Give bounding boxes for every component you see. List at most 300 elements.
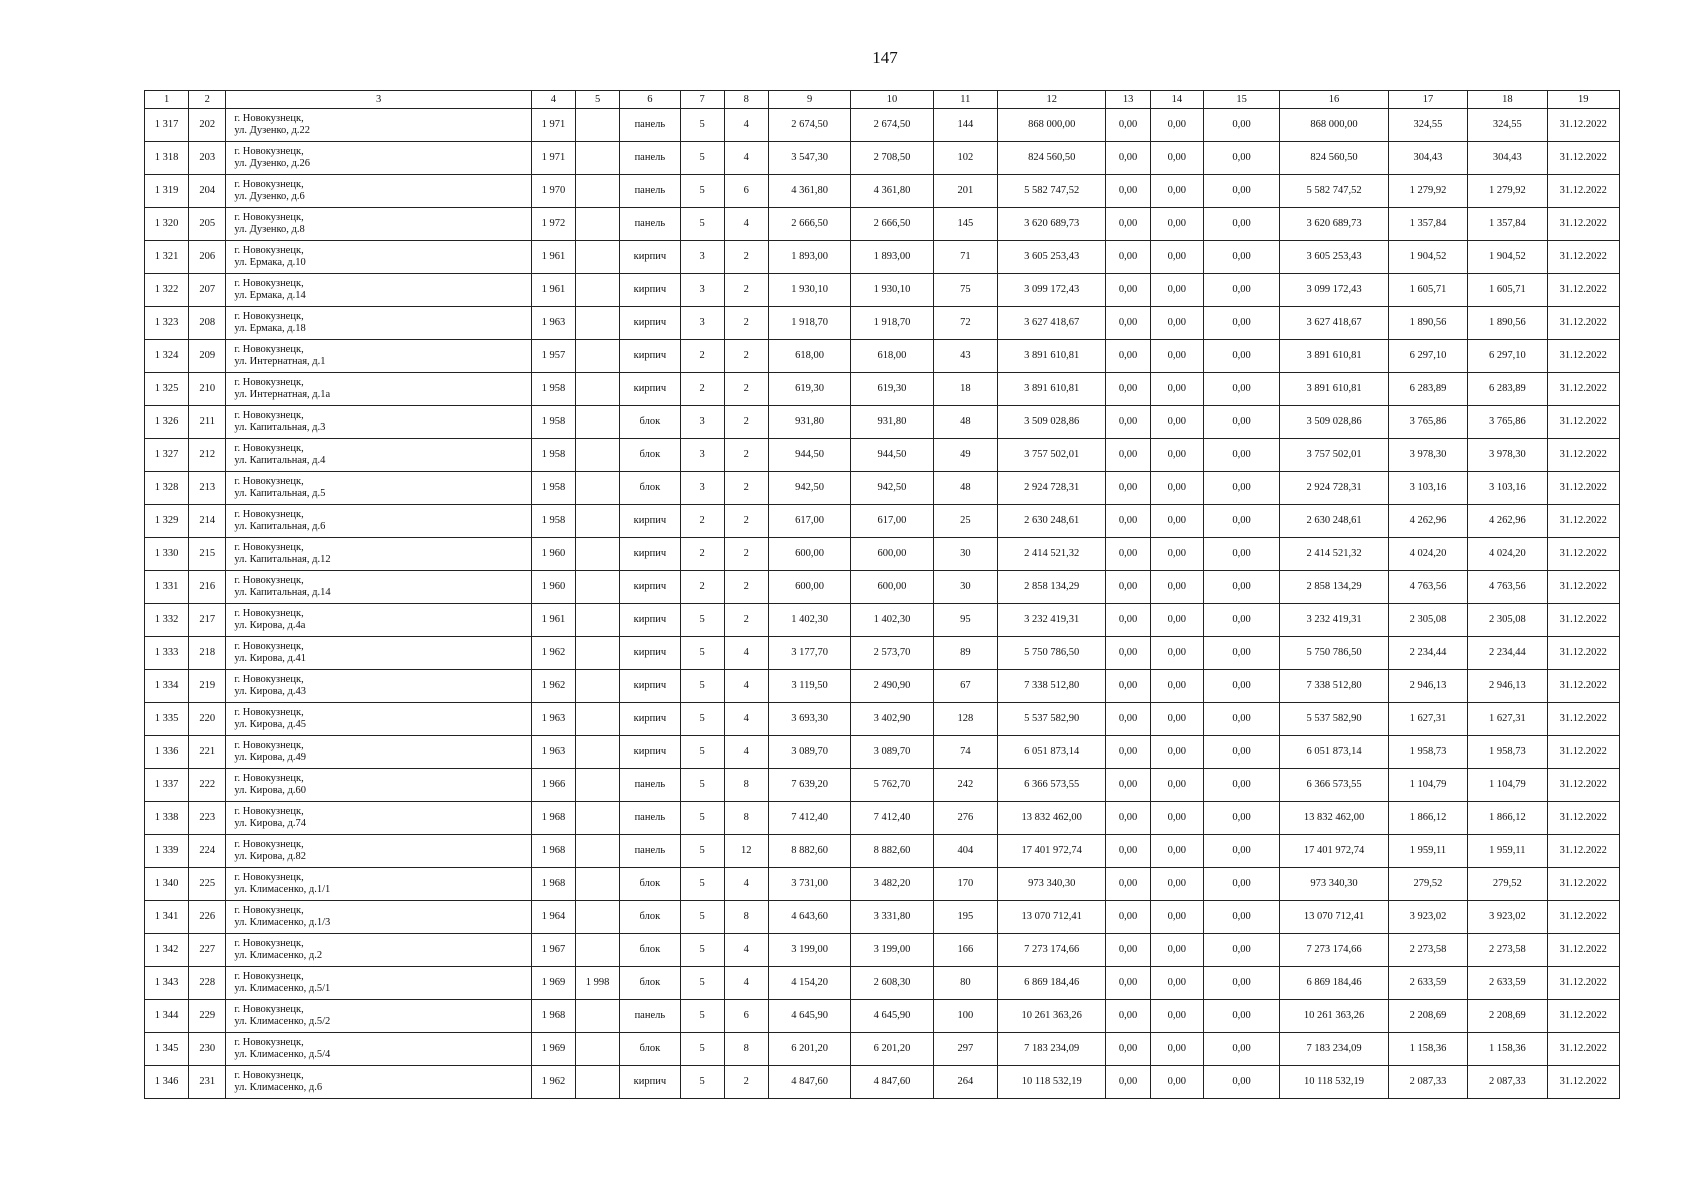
- address-city: г. Новокузнецк,: [234, 278, 304, 289]
- table-cell: 1 971: [531, 109, 575, 142]
- table-cell: 1 958: [531, 472, 575, 505]
- table-cell: 31.12.2022: [1547, 505, 1619, 538]
- table-cell: 0,00: [1203, 571, 1279, 604]
- table-cell: 204: [189, 175, 226, 208]
- table-cell: 5: [680, 1000, 724, 1033]
- column-header: 19: [1547, 91, 1619, 109]
- table-cell: 0,00: [1150, 373, 1203, 406]
- table-cell: 6 366 573,55: [997, 769, 1106, 802]
- table-cell: 31.12.2022: [1547, 967, 1619, 1000]
- table-cell: [576, 670, 620, 703]
- table-cell: 31.12.2022: [1547, 142, 1619, 175]
- table-cell: 0,00: [1150, 1033, 1203, 1066]
- table-cell: 3: [680, 241, 724, 274]
- table-cell: [576, 472, 620, 505]
- address-street: ул. Климасенко, д.1/1: [234, 884, 331, 895]
- table-cell: кирпич: [620, 274, 680, 307]
- address-street: ул. Климасенко, д.5/4: [234, 1049, 331, 1060]
- table-cell: 1 627,31: [1468, 703, 1547, 736]
- table-cell: 1 104,79: [1468, 769, 1547, 802]
- table-cell: 1 343: [145, 967, 189, 1000]
- table-cell: 2 666,50: [851, 208, 933, 241]
- table-cell: кирпич: [620, 571, 680, 604]
- table-cell: 31.12.2022: [1547, 109, 1619, 142]
- table-cell: 1 342: [145, 934, 189, 967]
- address-city: г. Новокузнецк,: [234, 575, 304, 586]
- table-cell: 0,00: [1203, 208, 1279, 241]
- table-cell: 2 630 248,61: [1280, 505, 1389, 538]
- table-cell: 1 328: [145, 472, 189, 505]
- table-cell: [576, 901, 620, 934]
- table-cell: 1 958,73: [1388, 736, 1467, 769]
- table-cell: 1 930,10: [851, 274, 933, 307]
- table-row: [145, 703, 1620, 736]
- address-street: ул. Кирова, д.49: [234, 752, 306, 763]
- table-cell: 0,00: [1106, 472, 1150, 505]
- table-cell: панель: [620, 802, 680, 835]
- table-cell: 4: [724, 967, 768, 1000]
- table-cell: 324,55: [1388, 109, 1467, 142]
- table-cell: 3 099 172,43: [1280, 274, 1389, 307]
- table-cell: 2 946,13: [1468, 670, 1547, 703]
- table-cell: 7 639,20: [768, 769, 850, 802]
- table-cell: 0,00: [1150, 967, 1203, 1000]
- table-cell: [576, 340, 620, 373]
- table-cell: 48: [933, 406, 997, 439]
- table-cell: 4 024,20: [1468, 538, 1547, 571]
- table-cell: [576, 373, 620, 406]
- address-street: ул. Ермака, д.18: [234, 323, 306, 334]
- address-city: г. Новокузнецк,: [234, 740, 304, 751]
- address-city: г. Новокузнецк,: [234, 542, 304, 553]
- table-cell: 5: [680, 769, 724, 802]
- table-cell: 2 633,59: [1388, 967, 1467, 1000]
- table-cell: 205: [189, 208, 226, 241]
- table-cell: 2 087,33: [1388, 1066, 1467, 1099]
- table-cell: 1 341: [145, 901, 189, 934]
- table-cell: 31.12.2022: [1547, 901, 1619, 934]
- table-row: [145, 439, 1620, 472]
- table-cell: 13 070 712,41: [997, 901, 1106, 934]
- address-city: г. Новокузнецк,: [234, 806, 304, 817]
- table-cell: 6 869 184,46: [997, 967, 1106, 1000]
- address-cell: [226, 175, 531, 208]
- table-cell: 0,00: [1106, 373, 1150, 406]
- table-cell: 220: [189, 703, 226, 736]
- table-cell: кирпич: [620, 373, 680, 406]
- table-cell: 31.12.2022: [1547, 736, 1619, 769]
- address-city: г. Новокузнецк,: [234, 938, 304, 949]
- table-cell: 74: [933, 736, 997, 769]
- table-cell: 0,00: [1106, 274, 1150, 307]
- table-cell: 48: [933, 472, 997, 505]
- table-cell: 5: [680, 142, 724, 175]
- table-cell: 1 402,30: [851, 604, 933, 637]
- table-cell: 2: [680, 373, 724, 406]
- table-cell: 8: [724, 901, 768, 934]
- table-cell: 195: [933, 901, 997, 934]
- table-cell: кирпич: [620, 736, 680, 769]
- table-cell: 31.12.2022: [1547, 538, 1619, 571]
- table-cell: 1 325: [145, 373, 189, 406]
- table-cell: 1 904,52: [1468, 241, 1547, 274]
- table-cell: кирпич: [620, 604, 680, 637]
- table-cell: 2: [680, 571, 724, 604]
- address-city: г. Новокузнецк,: [234, 839, 304, 850]
- table-cell: 1 893,00: [851, 241, 933, 274]
- table-cell: 128: [933, 703, 997, 736]
- table-cell: блок: [620, 472, 680, 505]
- address-cell: [226, 142, 531, 175]
- table-cell: [576, 1033, 620, 1066]
- table-cell: 1 969: [531, 1033, 575, 1066]
- table-cell: 0,00: [1203, 109, 1279, 142]
- table-cell: 5 537 582,90: [1280, 703, 1389, 736]
- table-cell: 0,00: [1150, 571, 1203, 604]
- address-cell: [226, 406, 531, 439]
- table-cell: 1 326: [145, 406, 189, 439]
- table-cell: 144: [933, 109, 997, 142]
- column-header: 3: [226, 91, 531, 109]
- table-cell: 1 279,92: [1388, 175, 1467, 208]
- table-cell: 324,55: [1468, 109, 1547, 142]
- table-cell: 7 183 234,09: [997, 1033, 1106, 1066]
- column-header: 18: [1468, 91, 1547, 109]
- table-cell: 1 961: [531, 241, 575, 274]
- table-cell: 30: [933, 538, 997, 571]
- column-header: 15: [1203, 91, 1279, 109]
- table-cell: 1 321: [145, 241, 189, 274]
- table-row: [145, 670, 1620, 703]
- table-cell: 2: [724, 307, 768, 340]
- table-cell: 0,00: [1106, 241, 1150, 274]
- table-cell: 973 340,30: [997, 868, 1106, 901]
- table-cell: 0,00: [1203, 175, 1279, 208]
- table-cell: 31.12.2022: [1547, 802, 1619, 835]
- table-cell: 6 283,89: [1388, 373, 1467, 406]
- table-row: [145, 967, 1620, 1000]
- table-cell: 600,00: [768, 571, 850, 604]
- address-cell: [226, 274, 531, 307]
- table-cell: 1 961: [531, 274, 575, 307]
- address-cell: [226, 472, 531, 505]
- address-street: ул. Кирова, д.45: [234, 719, 306, 730]
- table-cell: 31.12.2022: [1547, 439, 1619, 472]
- table-cell: 5: [680, 670, 724, 703]
- table-cell: 1 904,52: [1388, 241, 1467, 274]
- table-cell: 619,30: [851, 373, 933, 406]
- table-cell: 3 103,16: [1468, 472, 1547, 505]
- address-city: г. Новокузнецк,: [234, 476, 304, 487]
- address-street: ул. Кирова, д.43: [234, 686, 306, 697]
- address-cell: [226, 934, 531, 967]
- table-cell: 5: [680, 967, 724, 1000]
- column-header: 7: [680, 91, 724, 109]
- table-cell: 2 414 521,32: [1280, 538, 1389, 571]
- table-cell: 31.12.2022: [1547, 571, 1619, 604]
- table-row: [145, 604, 1620, 637]
- table-cell: [576, 736, 620, 769]
- table-cell: 6 051 873,14: [997, 736, 1106, 769]
- table-cell: 3 509 028,86: [997, 406, 1106, 439]
- table-cell: 4: [724, 868, 768, 901]
- table-cell: 2 273,58: [1468, 934, 1547, 967]
- table-cell: 206: [189, 241, 226, 274]
- table-cell: 31.12.2022: [1547, 769, 1619, 802]
- table-cell: 1 158,36: [1468, 1033, 1547, 1066]
- table-cell: 31.12.2022: [1547, 274, 1619, 307]
- table-cell: 5: [680, 1033, 724, 1066]
- table-cell: 6: [724, 1000, 768, 1033]
- table-cell: 3 177,70: [768, 637, 850, 670]
- table-cell: 13 832 462,00: [997, 802, 1106, 835]
- table-cell: 3 199,00: [851, 934, 933, 967]
- table-cell: 3 627 418,67: [1280, 307, 1389, 340]
- table-cell: 1 605,71: [1388, 274, 1467, 307]
- column-header: 14: [1150, 91, 1203, 109]
- table-cell: 0,00: [1106, 538, 1150, 571]
- address-cell: [226, 604, 531, 637]
- table-cell: 2 273,58: [1388, 934, 1467, 967]
- address-street: ул. Кирова, д.74: [234, 818, 306, 829]
- table-cell: 0,00: [1150, 538, 1203, 571]
- table-cell: 0,00: [1203, 802, 1279, 835]
- table-cell: [576, 1066, 620, 1099]
- table-cell: 7 273 174,66: [1280, 934, 1389, 967]
- column-header: 6: [620, 91, 680, 109]
- table-cell: 4 361,80: [851, 175, 933, 208]
- table-cell: 1 327: [145, 439, 189, 472]
- table-cell: 1 964: [531, 901, 575, 934]
- table-cell: 7 273 174,66: [997, 934, 1106, 967]
- table-cell: 1 402,30: [768, 604, 850, 637]
- address-street: ул. Дузенко, д.22: [234, 125, 311, 136]
- address-street: ул. Климасенко, д.5/1: [234, 983, 331, 994]
- table-cell: 3 757 502,01: [997, 439, 1106, 472]
- table-cell: блок: [620, 901, 680, 934]
- address-city: г. Новокузнецк,: [234, 344, 304, 355]
- table-cell: 0,00: [1203, 670, 1279, 703]
- table-cell: 0,00: [1150, 868, 1203, 901]
- table-cell: 4 154,20: [768, 967, 850, 1000]
- table-cell: [576, 703, 620, 736]
- table-cell: 6 201,20: [851, 1033, 933, 1066]
- table-row: [145, 373, 1620, 406]
- table-cell: 1 336: [145, 736, 189, 769]
- table-cell: 0,00: [1106, 505, 1150, 538]
- table-cell: 5: [680, 175, 724, 208]
- table-row: [145, 538, 1620, 571]
- table-cell: 0,00: [1203, 373, 1279, 406]
- table-cell: 227: [189, 934, 226, 967]
- table-cell: 0,00: [1203, 1033, 1279, 1066]
- table-cell: [576, 274, 620, 307]
- table-cell: 1 968: [531, 802, 575, 835]
- table-cell: 212: [189, 439, 226, 472]
- table-cell: 213: [189, 472, 226, 505]
- table-cell: 0,00: [1106, 439, 1150, 472]
- address-city: г. Новокузнецк,: [234, 872, 304, 883]
- table-cell: кирпич: [620, 1066, 680, 1099]
- table-cell: 931,80: [768, 406, 850, 439]
- table-row: [145, 835, 1620, 868]
- table-cell: 2 490,90: [851, 670, 933, 703]
- table-cell: 1 335: [145, 703, 189, 736]
- table-cell: 1 918,70: [768, 307, 850, 340]
- table-cell: панель: [620, 1000, 680, 1033]
- table-cell: 1 339: [145, 835, 189, 868]
- table-cell: кирпич: [620, 670, 680, 703]
- table-cell: 944,50: [851, 439, 933, 472]
- table-cell: 0,00: [1203, 439, 1279, 472]
- table-cell: 0,00: [1203, 340, 1279, 373]
- table-cell: 279,52: [1388, 868, 1467, 901]
- table-cell: 2: [724, 439, 768, 472]
- table-cell: 2 208,69: [1468, 1000, 1547, 1033]
- table-cell: 3 103,16: [1388, 472, 1467, 505]
- table-cell: 5: [680, 208, 724, 241]
- column-header: 10: [851, 91, 933, 109]
- table-cell: 3: [680, 439, 724, 472]
- table-cell: 0,00: [1150, 670, 1203, 703]
- table-cell: 4 645,90: [851, 1000, 933, 1033]
- table-cell: 0,00: [1203, 967, 1279, 1000]
- table-cell: 1 318: [145, 142, 189, 175]
- table-cell: 208: [189, 307, 226, 340]
- address-city: г. Новокузнецк,: [234, 1070, 304, 1081]
- table-cell: 4 763,56: [1468, 571, 1547, 604]
- table-cell: 1 319: [145, 175, 189, 208]
- table-row: [145, 571, 1620, 604]
- table-row: [145, 241, 1620, 274]
- table-cell: 2 674,50: [851, 109, 933, 142]
- table-cell: блок: [620, 439, 680, 472]
- table-cell: 1 967: [531, 934, 575, 967]
- table-cell: 31.12.2022: [1547, 934, 1619, 967]
- table-cell: 0,00: [1106, 835, 1150, 868]
- table-cell: 0,00: [1203, 1066, 1279, 1099]
- table-cell: 2: [724, 538, 768, 571]
- table-cell: 5: [680, 637, 724, 670]
- table-cell: 279,52: [1468, 868, 1547, 901]
- table-cell: [576, 307, 620, 340]
- table-cell: 1 958: [531, 439, 575, 472]
- table-cell: 0,00: [1150, 1066, 1203, 1099]
- table-cell: 1 961: [531, 604, 575, 637]
- table-cell: 0,00: [1150, 736, 1203, 769]
- table-cell: 1 998: [576, 967, 620, 1000]
- table-cell: 80: [933, 967, 997, 1000]
- table-cell: 0,00: [1106, 142, 1150, 175]
- table-cell: 31.12.2022: [1547, 1066, 1619, 1099]
- table-cell: 3 482,20: [851, 868, 933, 901]
- table-cell: 7 183 234,09: [1280, 1033, 1389, 1066]
- address-city: г. Новокузнецк,: [234, 146, 304, 157]
- table-cell: 4: [724, 703, 768, 736]
- table-cell: 31.12.2022: [1547, 406, 1619, 439]
- table-cell: 1 340: [145, 868, 189, 901]
- table-cell: 4 262,96: [1468, 505, 1547, 538]
- table-cell: [576, 505, 620, 538]
- column-header: 17: [1388, 91, 1467, 109]
- table-cell: 0,00: [1106, 967, 1150, 1000]
- table-cell: 0,00: [1150, 340, 1203, 373]
- table-cell: 1 866,12: [1388, 802, 1467, 835]
- table-cell: 1 963: [531, 703, 575, 736]
- table-cell: 1 330: [145, 538, 189, 571]
- table-cell: [576, 769, 620, 802]
- address-city: г. Новокузнецк,: [234, 179, 304, 190]
- table-cell: 6 366 573,55: [1280, 769, 1389, 802]
- table-cell: 0,00: [1106, 769, 1150, 802]
- address-street: ул. Дузенко, д.26: [234, 158, 311, 169]
- table-cell: 3: [680, 472, 724, 505]
- table-row: [145, 307, 1620, 340]
- table-cell: 31.12.2022: [1547, 1000, 1619, 1033]
- table-cell: блок: [620, 406, 680, 439]
- table-cell: 0,00: [1203, 604, 1279, 637]
- table-row: [145, 901, 1620, 934]
- table-cell: 8: [724, 769, 768, 802]
- table-cell: 1 958: [531, 373, 575, 406]
- table-row: [145, 769, 1620, 802]
- table-cell: 12: [724, 835, 768, 868]
- table-cell: 71: [933, 241, 997, 274]
- table-cell: 3 765,86: [1388, 406, 1467, 439]
- column-number-row: [145, 91, 1620, 109]
- table-cell: 1 331: [145, 571, 189, 604]
- table-cell: 31.12.2022: [1547, 1033, 1619, 1066]
- table-cell: 218: [189, 637, 226, 670]
- table-cell: 3 547,30: [768, 142, 850, 175]
- table-cell: 8 882,60: [768, 835, 850, 868]
- table-cell: 824 560,50: [1280, 142, 1389, 175]
- table-cell: 4: [724, 934, 768, 967]
- table-cell: 1 338: [145, 802, 189, 835]
- table-cell: 2 924 728,31: [997, 472, 1106, 505]
- table-cell: 203: [189, 142, 226, 175]
- table-cell: 5: [680, 703, 724, 736]
- table-cell: 216: [189, 571, 226, 604]
- table-cell: 3 089,70: [768, 736, 850, 769]
- table-cell: 43: [933, 340, 997, 373]
- table-cell: 31.12.2022: [1547, 835, 1619, 868]
- table-cell: кирпич: [620, 307, 680, 340]
- table-cell: 1 320: [145, 208, 189, 241]
- address-cell: [226, 241, 531, 274]
- table-cell: 0,00: [1203, 934, 1279, 967]
- table-cell: 4 262,96: [1388, 505, 1467, 538]
- table-cell: 0,00: [1106, 868, 1150, 901]
- table-cell: 6: [724, 175, 768, 208]
- table-cell: 0,00: [1106, 175, 1150, 208]
- table-cell: 7 338 512,80: [997, 670, 1106, 703]
- table-cell: 229: [189, 1000, 226, 1033]
- table-cell: 0,00: [1106, 340, 1150, 373]
- table-cell: 0,00: [1203, 769, 1279, 802]
- table-cell: [576, 241, 620, 274]
- address-city: г. Новокузнецк,: [234, 410, 304, 421]
- table-cell: 2 630 248,61: [997, 505, 1106, 538]
- table-cell: 3 891 610,81: [1280, 340, 1389, 373]
- table-cell: 3 620 689,73: [1280, 208, 1389, 241]
- address-street: ул. Кирова, д.60: [234, 785, 306, 796]
- address-city: г. Новокузнецк,: [234, 608, 304, 619]
- column-header: 12: [997, 91, 1106, 109]
- table-cell: 1 334: [145, 670, 189, 703]
- table-cell: 4 763,56: [1388, 571, 1467, 604]
- table-cell: 75: [933, 274, 997, 307]
